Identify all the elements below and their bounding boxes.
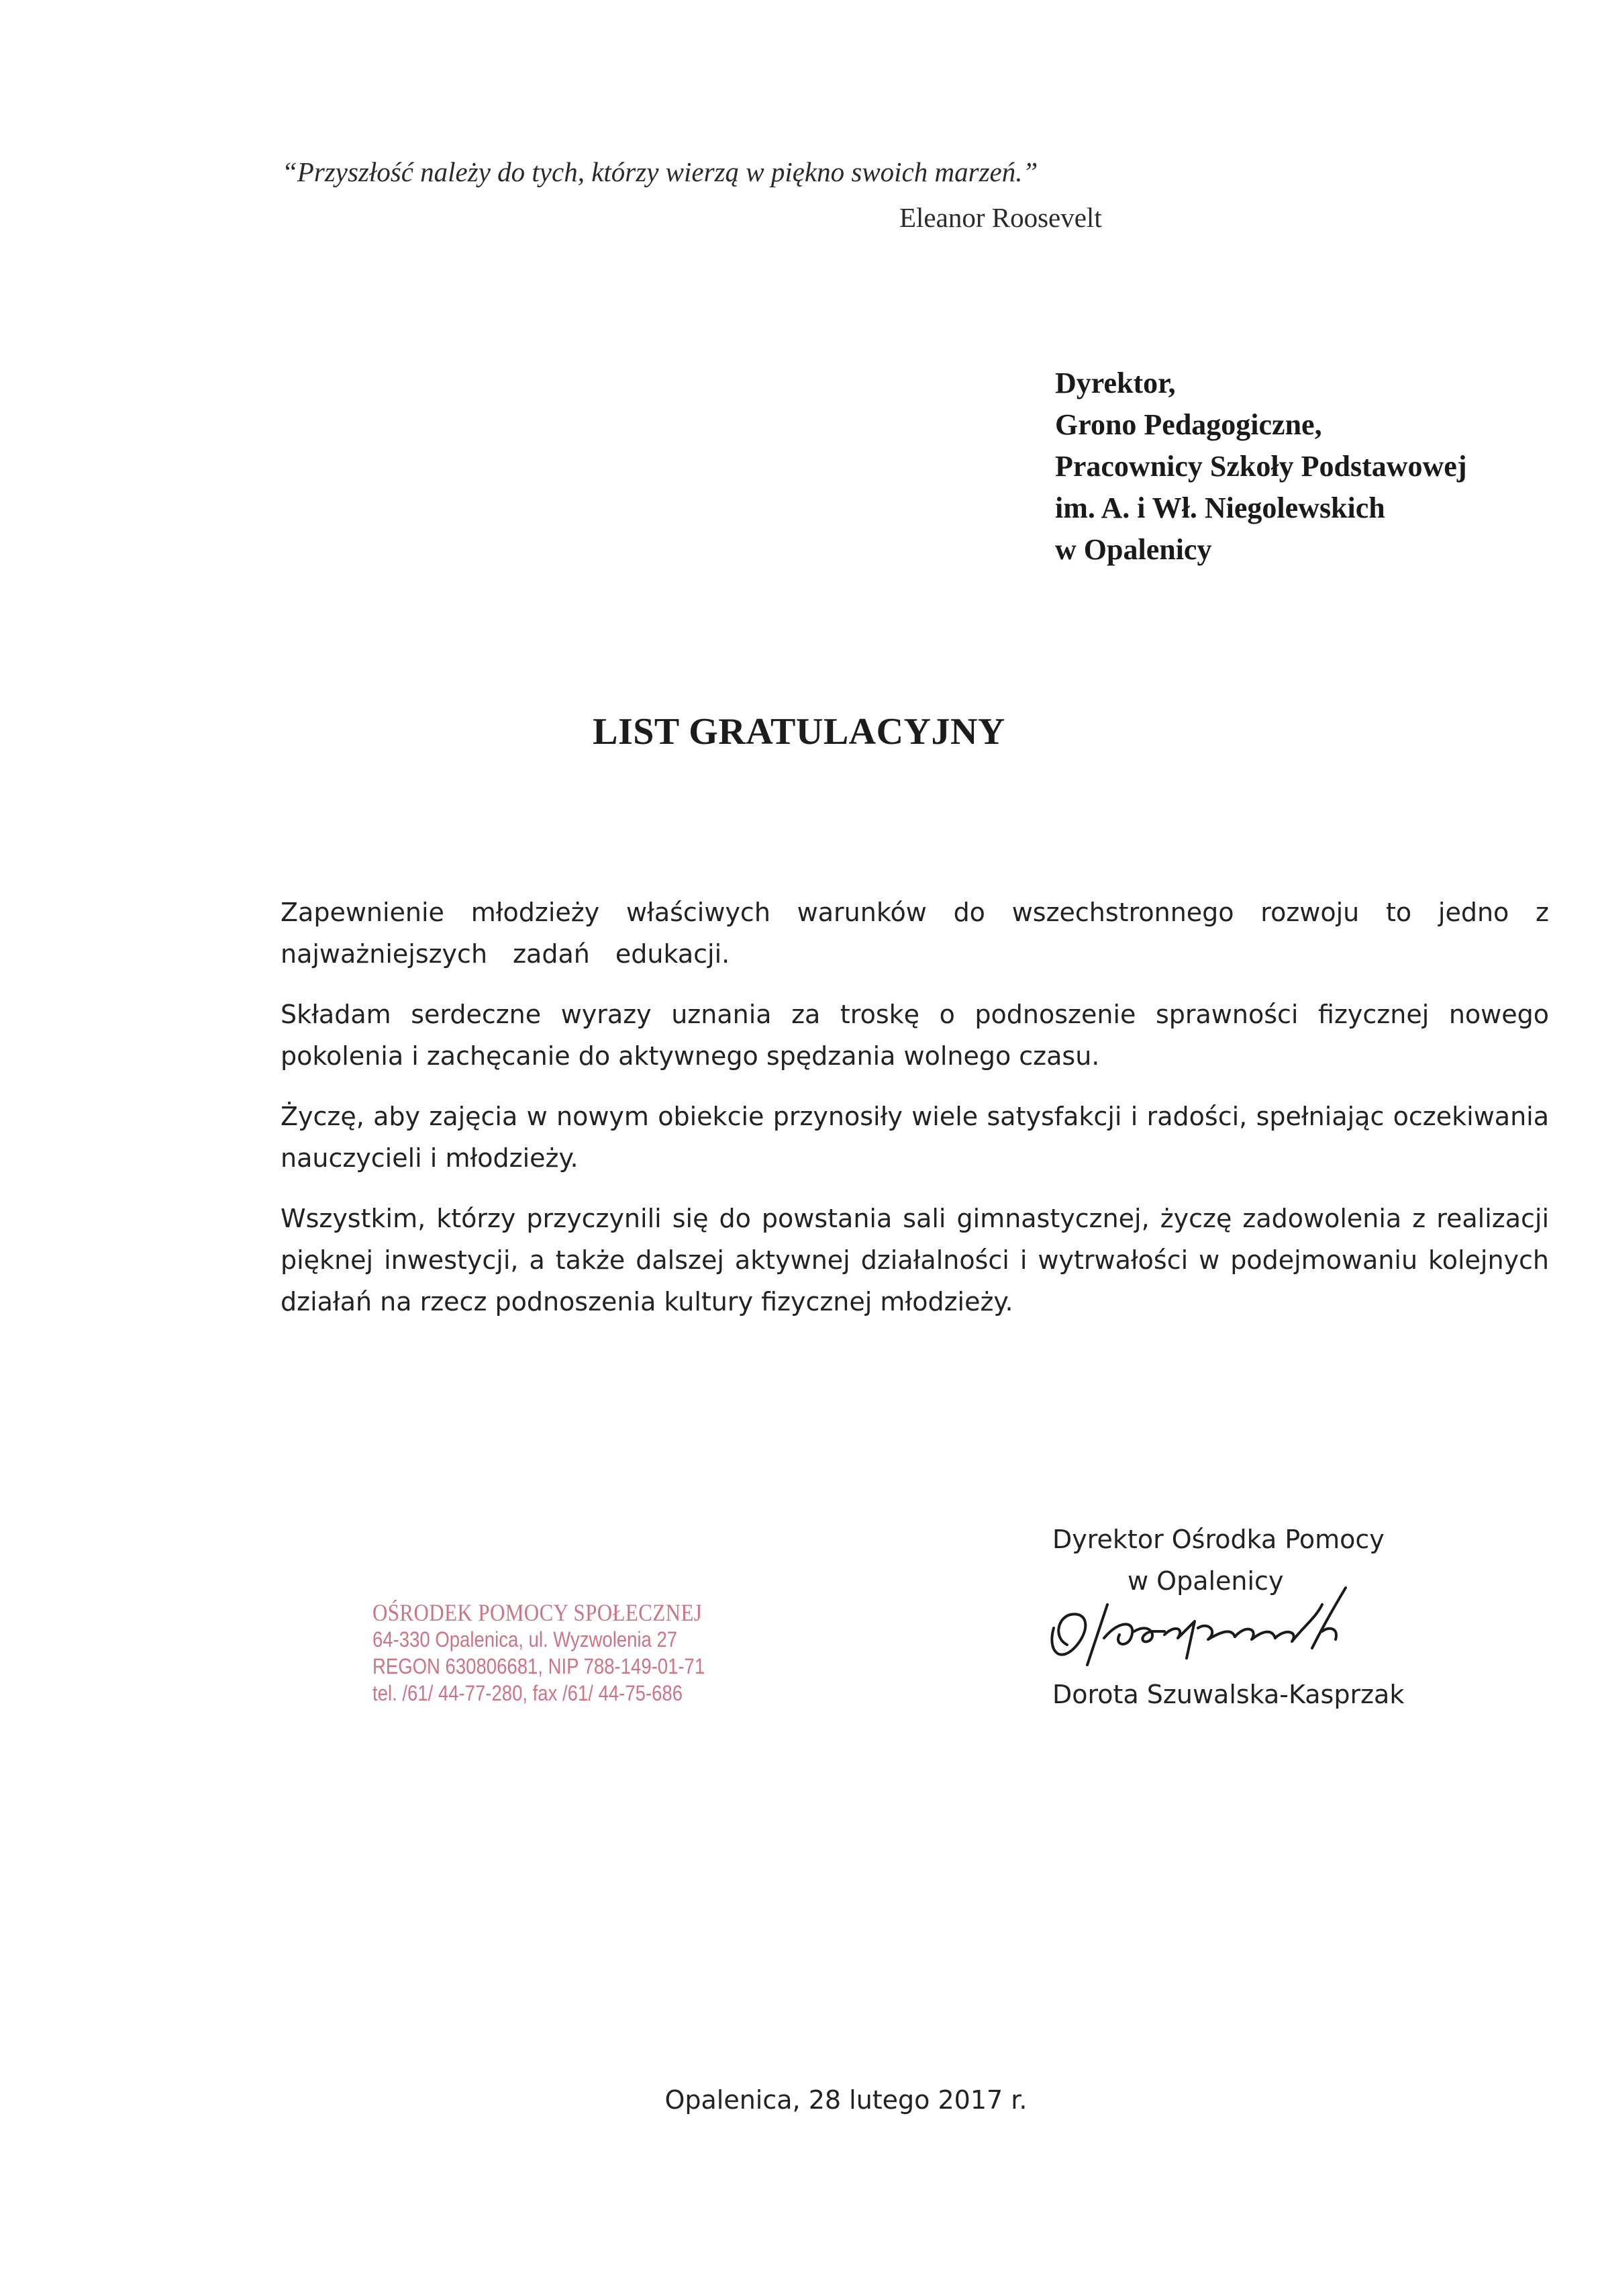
- signatory-title-line: w Opalenicy: [1128, 1566, 1284, 1596]
- letter-title: LIST GRATULACYJNY: [593, 711, 1005, 753]
- institution-stamp: [372, 1599, 748, 1720]
- body-paragraph: Zapewnienie młodzieży właściwych warunków do wszechstronnego rozwoju to jedno z najważniejszych zadań edukacji.: [281, 898, 1549, 969]
- stamp-line: 64-330 Opalenica, ul. Wyzwolenia 27: [372, 1627, 678, 1652]
- motto-quote: “Przyszłość należy do tych, którzy wierzą w piękno swoich marzeń.”: [282, 156, 1038, 187]
- signatory-name: Dorota Szuwalska-Kasprzak: [1052, 1680, 1405, 1709]
- body-paragraph: Życzę, aby zajęcia w nowym obiekcie przynosiły wiele satysfakcji i radości, spełniając oczekiwania nauczycieli i młodzieży.: [281, 1102, 1549, 1173]
- signatory-title-line: Dyrektor Ośrodka Pomocy: [1052, 1525, 1385, 1554]
- stamp-line: OŚRODEK POMOCY SPOŁECZNEJ: [372, 1599, 703, 1626]
- addressee-line: w Opalenicy: [1055, 533, 1212, 566]
- addressee-line: Pracownicy Szkoły Podstawowej: [1055, 450, 1467, 483]
- handwritten-signature: [1040, 1564, 1376, 1699]
- addressee-line: Grono Pedagogiczne,: [1055, 408, 1322, 441]
- letter-body: [281, 892, 1549, 1341]
- body-paragraph: Składam serdeczne wyrazy uznania za troskę o podnoszenie sprawności fizycznej nowego pokolenia i zachęcanie do aktywnego spędzania wolnego czasu.: [281, 1000, 1549, 1071]
- addressee-line: im. A. i Wł. Niegolewskich: [1055, 491, 1385, 524]
- addressee-line: Dyrektor,: [1055, 367, 1176, 399]
- addressee-block: [1055, 363, 1467, 571]
- letter-date: Opalenica, 28 lutego 2017 r.: [664, 2085, 1028, 2115]
- stamp-line: tel. /61/ 44-77-280, fax /61/ 44-75-686: [372, 1681, 683, 1705]
- motto-author: Eleanor Roosevelt: [899, 202, 1102, 233]
- stamp-line: REGON 630806681, NIP 788-149-01-71: [372, 1654, 705, 1678]
- body-paragraph: Wszystkim, którzy przyczynili się do powstania sali gimnastycznej, życzę zadowolenia z realizacji pięknej inwestycji, a także dalszej aktywnej działalności i wytrwałości w podejmowaniu kolejnych działań na rzecz podnoszenia kultury fizycznej młodzieży.: [281, 1204, 1549, 1317]
